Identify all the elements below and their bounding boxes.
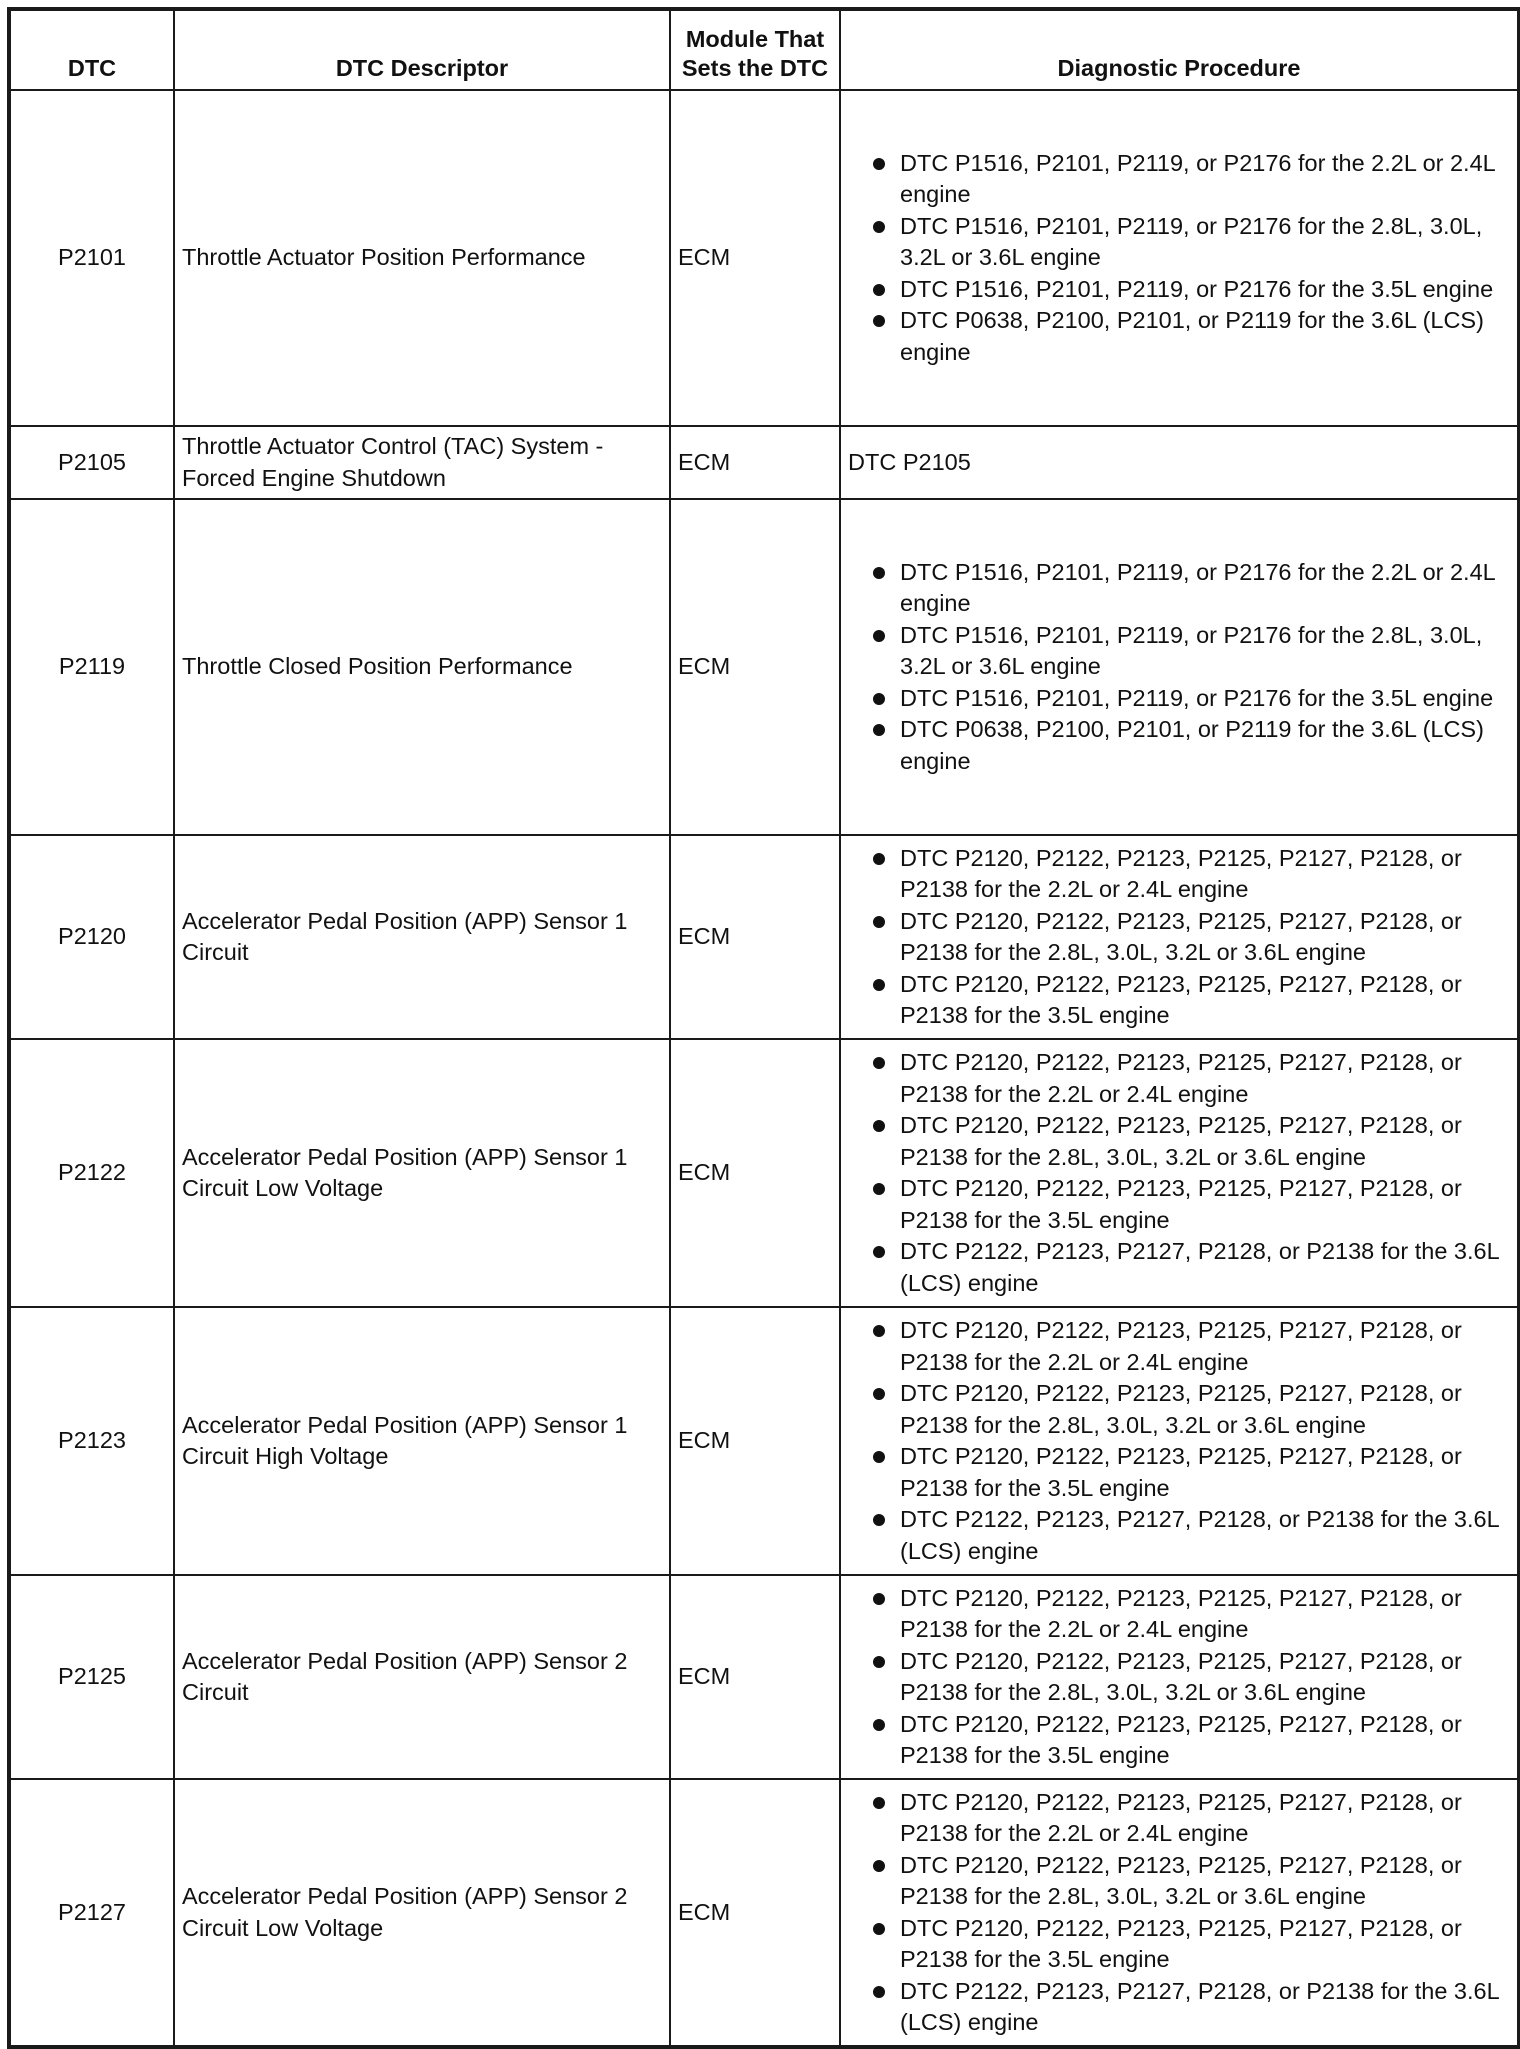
diagnostic-procedure [840,1307,1519,1575]
table-row [9,1039,1519,1307]
bullet-icon [873,1719,885,1731]
procedure-link-text[interactable]: DTC P1516, P2101, P2119, or P2176 for the 2.2L or 2.4L engine [900,149,1495,208]
procedure-list [848,1047,1507,1299]
procedure-item [848,1110,1507,1173]
dtc-table-container [7,7,1517,2049]
dtc-module: ECM [670,499,840,835]
procedure-link-text[interactable]: DTC P2120, P2122, P2123, P2125, P2127, P2128, or P2138 for the 2.2L or 2.4L engine [900,1049,1462,1107]
bullet-icon [873,1593,885,1605]
dtc-descriptor: Accelerator Pedal Position (APP) Sensor 1 Circuit High Voltage [174,1307,670,1575]
dtc-descriptor: Throttle Closed Position Performance [174,499,670,835]
diagnostic-procedure [840,90,1519,426]
header-dtc: DTC [9,9,174,90]
dtc-descriptor: Accelerator Pedal Position (APP) Sensor 2 Circuit Low Voltage [174,1779,670,2047]
table-row [9,1779,1519,2047]
bullet-icon [873,916,885,928]
procedure-link-text[interactable]: DTC P2120, P2122, P2123, P2125, P2127, P2128, or P2138 for the 2.8L, 3.0L, 3.2L or 3.6L engine [900,1112,1462,1170]
procedure-item [848,1236,1507,1299]
dtc-module: ECM [670,835,840,1039]
dtc-code: P2122 [9,1039,174,1307]
procedure-link-text[interactable]: DTC P2122, P2123, P2127, P2128, or P2138 for the 3.6L (LCS) engine [900,1238,1499,1296]
diagnostic-procedure [840,835,1519,1039]
procedure-item [848,274,1507,306]
table-row [9,90,1519,426]
bullet-icon [873,1860,885,1872]
bullet-icon [873,158,885,170]
bullet-icon [873,1183,885,1195]
procedure-link-text[interactable]: DTC P2120, P2122, P2123, P2125, P2127, P2128, or P2138 for the 2.2L or 2.4L engine [900,1788,1462,1846]
procedure-item [848,1646,1507,1709]
procedure-link-text[interactable]: DTC P2122, P2123, P2127, P2128, or P2138 for the 3.6L (LCS) engine [900,1977,1499,2035]
procedure-link-text[interactable]: DTC P2120, P2122, P2123, P2125, P2127, P2128, or P2138 for the 3.5L engine [900,1710,1462,1768]
table-row [9,835,1519,1039]
bullet-icon [873,693,885,705]
bullet-icon [873,221,885,233]
procedure-link-text[interactable]: DTC P2122, P2123, P2127, P2128, or P2138 for the 3.6L (LCS) engine [900,1506,1499,1564]
procedure-link-text[interactable]: DTC P2120, P2122, P2123, P2125, P2127, P2128, or P2138 for the 2.2L or 2.4L engine [900,1317,1462,1375]
procedure-link-text[interactable]: DTC P2120, P2122, P2123, P2125, P2127, P2128, or P2138 for the 3.5L engine [900,1175,1462,1233]
dtc-module: ECM [670,426,840,499]
procedure-item [848,620,1507,683]
header-procedure: Diagnostic Procedure [840,9,1519,90]
dtc-code: P2101 [9,90,174,426]
procedure-item [848,1583,1507,1646]
table-body [9,90,1519,2047]
dtc-code: P2127 [9,1779,174,2047]
procedure-list [848,843,1507,1032]
procedure-item [848,969,1507,1032]
procedure-item [848,1976,1507,2039]
header-module: Module That Sets the DTC [670,9,840,90]
dtc-code: P2125 [9,1575,174,1779]
procedure-link-text[interactable]: DTC P1516, P2101, P2119, or P2176 for the 2.8L, 3.0L, 3.2L or 3.6L engine [900,621,1483,680]
bullet-icon [873,1246,885,1258]
bullet-icon [873,1388,885,1400]
procedure-link-text[interactable]: DTC P1516, P2101, P2119, or P2176 for the 3.5L engine [900,275,1494,302]
dtc-code: P2123 [9,1307,174,1575]
table-row [9,426,1519,499]
header-row [9,9,1519,90]
header-descriptor: DTC Descriptor [174,9,670,90]
procedure-item [848,714,1507,777]
procedure-item [848,305,1507,368]
procedure-item [848,1850,1507,1913]
procedure-link-text[interactable]: DTC P1516, P2101, P2119, or P2176 for the 2.2L or 2.4L engine [900,558,1495,617]
procedure-item [848,211,1507,274]
procedure-link-text[interactable]: DTC P2120, P2122, P2123, P2125, P2127, P2128, or P2138 for the 2.8L, 3.0L, 3.2L or 3.6L engine [900,1851,1462,1909]
table-header [9,9,1519,90]
procedure-link-text[interactable]: DTC P2120, P2122, P2123, P2125, P2127, P2128, or P2138 for the 2.8L, 3.0L, 3.2L or 3.6L engine [900,907,1462,965]
procedure-link-text[interactable]: DTC P2105 [848,448,971,475]
bullet-icon [873,284,885,296]
bullet-icon [873,1120,885,1132]
procedure-item [848,906,1507,969]
procedure-item [848,1504,1507,1567]
table-row [9,499,1519,835]
procedure-list [848,148,1507,369]
procedure-link-text[interactable]: DTC P1516, P2101, P2119, or P2176 for the 3.5L engine [900,684,1494,711]
procedure-item [848,148,1507,211]
procedure-list [848,1315,1507,1567]
procedure-item [848,683,1507,715]
dtc-module: ECM [670,1779,840,2047]
procedure-link-text[interactable]: DTC P2120, P2122, P2123, P2125, P2127, P2128, or P2138 for the 2.2L or 2.4L engine [900,1584,1462,1642]
bullet-icon [873,1797,885,1809]
diagnostic-procedure [840,1575,1519,1779]
bullet-icon [873,724,885,736]
diagnostic-procedure [840,499,1519,835]
procedure-link-text[interactable]: DTC P2120, P2122, P2123, P2125, P2127, P2128, or P2138 for the 3.5L engine [900,970,1462,1028]
procedure-item [848,1709,1507,1772]
procedure-item [848,1315,1507,1378]
dtc-descriptor: Accelerator Pedal Position (APP) Sensor 1 Circuit Low Voltage [174,1039,670,1307]
procedure-link-text[interactable]: DTC P2120, P2122, P2123, P2125, P2127, P2128, or P2138 for the 2.8L, 3.0L, 3.2L or 3.6L engine [900,1647,1462,1705]
diagnostic-procedure [840,1039,1519,1307]
bullet-icon [873,1451,885,1463]
diagnostic-procedure [840,426,1519,499]
dtc-table [7,7,1520,2049]
procedure-link-text[interactable]: DTC P2120, P2122, P2123, P2125, P2127, P2128, or P2138 for the 3.5L engine [900,1914,1462,1972]
diagnostic-procedure [840,1779,1519,2047]
procedure-link-text[interactable]: DTC P2120, P2122, P2123, P2125, P2127, P2128, or P2138 for the 2.2L or 2.4L engine [900,844,1462,902]
dtc-descriptor: Accelerator Pedal Position (APP) Sensor 2 Circuit [174,1575,670,1779]
procedure-item [848,1378,1507,1441]
procedure-link-text[interactable]: DTC P1516, P2101, P2119, or P2176 for the 2.8L, 3.0L, 3.2L or 3.6L engine [900,212,1483,271]
dtc-code: P2120 [9,835,174,1039]
dtc-code: P2119 [9,499,174,835]
bullet-icon [873,630,885,642]
procedure-item [848,1047,1507,1110]
dtc-module: ECM [670,1575,840,1779]
bullet-icon [873,567,885,579]
procedure-link-text[interactable]: DTC P2120, P2122, P2123, P2125, P2127, P2128, or P2138 for the 3.5L engine [900,1443,1462,1501]
dtc-descriptor: Throttle Actuator Position Performance [174,90,670,426]
bullet-icon [873,1514,885,1526]
procedure-list [848,557,1507,778]
procedure-list [848,1583,1507,1772]
procedure-link-text[interactable]: DTC P0638, P2100, P2101, or P2119 for the 3.6L (LCS) engine [900,716,1484,774]
procedure-item [848,1441,1507,1504]
dtc-module: ECM [670,1039,840,1307]
bullet-icon [873,1656,885,1668]
procedure-list [848,1787,1507,2039]
table-row [9,1307,1519,1575]
procedure-link-text[interactable]: DTC P0638, P2100, P2101, or P2119 for the 3.6L (LCS) engine [900,307,1484,365]
dtc-code: P2105 [9,426,174,499]
bullet-icon [873,1325,885,1337]
procedure-item [848,843,1507,906]
dtc-module: ECM [670,90,840,426]
procedure-item [848,1913,1507,1976]
procedure-link-text[interactable]: DTC P2120, P2122, P2123, P2125, P2127, P2128, or P2138 for the 2.8L, 3.0L, 3.2L or 3.6L engine [900,1380,1462,1438]
bullet-icon [873,1057,885,1069]
procedure-item [848,1173,1507,1236]
dtc-descriptor: Throttle Actuator Control (TAC) System - Forced Engine Shutdown [174,426,670,499]
bullet-icon [873,853,885,865]
dtc-module: ECM [670,1307,840,1575]
bullet-icon [873,979,885,991]
procedure-item [848,557,1507,620]
bullet-icon [873,315,885,327]
bullet-icon [873,1923,885,1935]
dtc-descriptor: Accelerator Pedal Position (APP) Sensor 1 Circuit [174,835,670,1039]
bullet-icon [873,1986,885,1998]
table-row [9,1575,1519,1779]
procedure-item [848,1787,1507,1850]
